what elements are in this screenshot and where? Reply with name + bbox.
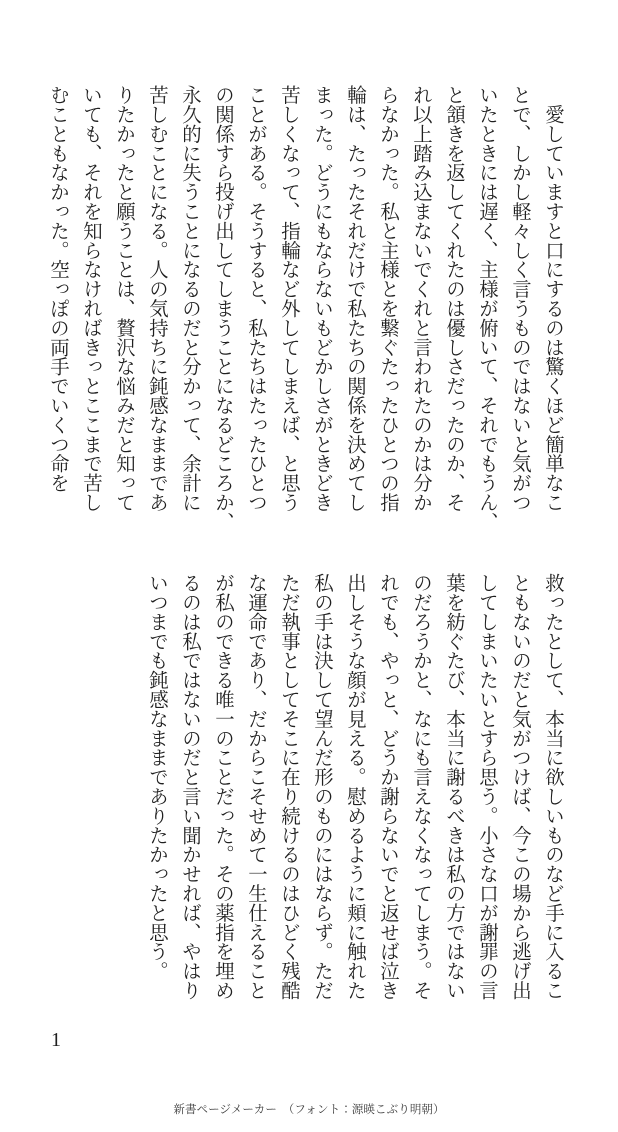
footer-credit: 新書ページメーカー （フォント：源暎こぶり明朝） [173, 1104, 445, 1116]
text-line: ただ執事としてそこに在り続けるのはひどく残酷 [278, 573, 299, 1000]
text-line: 永久的に失うことになるのだと分かって、余計に [179, 85, 200, 512]
text-line: してしまいたいとすら思う。小さな口が謝罪の言 [476, 573, 497, 1000]
text-line: いつまでも鈍感なままでありたかったと思う。 [146, 573, 167, 981]
text-line: らなかった。私と主様とを繋ぐたったひとつの指 [377, 85, 398, 512]
text-line: 苦しくなって、指輪など外してしまえば、と思う [278, 85, 299, 512]
text-line: るのは私ではないのだと言い聞かせれば、やはり [179, 573, 200, 1000]
text-line: のだろうかと、なにも言えなくなってしまう。そ [410, 573, 431, 1000]
text-line: 愛していますと口にするのは驚くほど簡単なこ [542, 85, 563, 512]
text-line: の関係すら投げ出してしまうことになるどころか、 [212, 85, 233, 532]
text-line: 葉を紡ぐたび、本当に謝るべきは私の方ではない [443, 573, 464, 1000]
text-line: 苦しむことになる。人の気持ちに鈍感なままであ [146, 85, 167, 512]
text-line: まった。どうにもならないもどかしさがときどき [311, 85, 332, 512]
text-line: りたかったと願うことは、贅沢な悩みだと知って [113, 85, 134, 512]
text-line: 私の手は決して望んだ形のものにはならず。ただ [311, 573, 332, 1000]
text-line: ことがある。そうすると、私たちはたったひとつ [245, 85, 266, 512]
text-line: 輪は、たったそれだけで私たちの関係を決めてし [344, 85, 365, 512]
text-line: とで、しかし軽々しく言うものではないと気がつ [509, 85, 530, 512]
text-line: むこともなかった。空っぽの両手でいくつ命を [47, 85, 68, 493]
text-line: れ以上踏み込まないでくれと言われたのかは分か [410, 85, 431, 512]
text-line: ともないのだと気がつけば、今この場から逃げ出 [509, 573, 530, 1000]
text-line: 救ったとして、本当に欲しいものなど手に入るこ [542, 573, 563, 1000]
page-number: 1 [51, 1029, 61, 1051]
text-line: れでも、やっと、どうか謝らないでと返せば泣き [377, 573, 398, 1000]
lower-text-block [140, 573, 569, 1000]
text-line: な運命であり、だからこそせめて一生仕えること [245, 573, 266, 1000]
upper-text-block [41, 85, 569, 532]
text-line: いたときには遅く、主様が俯いて、それでもうん、 [476, 85, 497, 532]
text-line: 出しそうな顔が見える。慰めるように頬に触れた [344, 573, 365, 1000]
text-line: が私のできる唯一のことだった。その薬指を埋め [212, 573, 233, 1000]
text-line: と頷きを返してくれたのは優しさだったのか、そ [443, 85, 464, 512]
text-line: いても、それを知らなければきっとここまで苦し [80, 85, 101, 512]
